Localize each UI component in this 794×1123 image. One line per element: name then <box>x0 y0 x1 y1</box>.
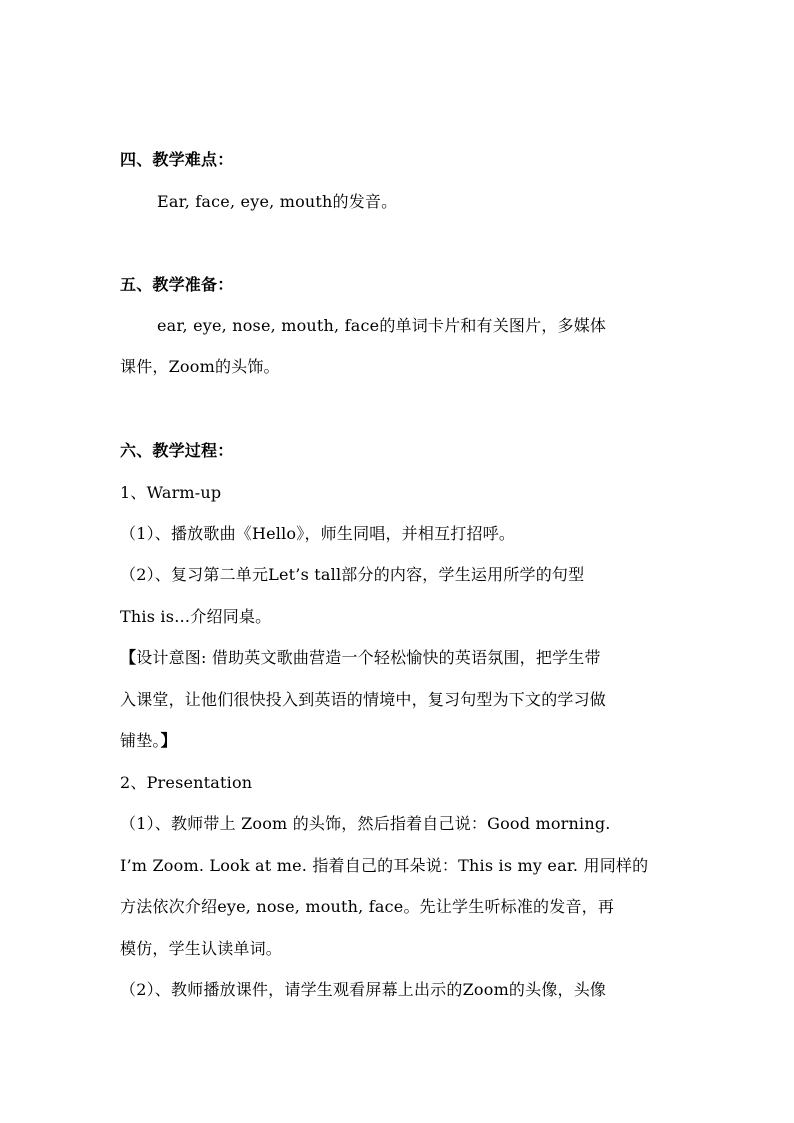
section-6-heading: 六、教学过程： <box>120 441 234 460</box>
warmup-step-2-line-2: This is…介绍同桌。 <box>120 607 272 626</box>
presentation-step-1-line-2: I’m Zoom. Look at me. 指着自己的耳朵说：This is my ear. 用同样的 <box>120 856 649 875</box>
section-4-heading: 四、教学难点： <box>120 150 234 169</box>
section-5-heading: 五、教学准备： <box>120 275 234 294</box>
warmup-title: 1、Warm-up <box>120 483 222 502</box>
section-5-text-line-1: ear, eye, nose, mouth, face的单词卡片和有关图片，多媒体 <box>157 316 607 335</box>
design-intent-open-bracket: 【 <box>120 648 137 667</box>
presentation-step-1-line-1: （1）、教师带上 Zoom 的头饰，然后指着自己说：Good morning. <box>120 814 611 833</box>
presentation-step-1-line-3: 方法依次介绍eye, nose, mouth, face。先让学生听标准的发音，再 <box>120 897 615 916</box>
design-intent-text-1: 设计意图: 借助英文歌曲营造一个轻松愉快的英语氛围，把学生带 <box>136 648 601 667</box>
warmup-step-2-line-1: （2）、复习第二单元Let’s tall部分的内容，学生运用所学的句型 <box>120 565 585 584</box>
presentation-title: 2、Presentation <box>120 773 253 792</box>
presentation-step-2-line-1: （2）、教师播放课件，请学生观看屏幕上出示的Zoom的头像，头像 <box>120 980 607 999</box>
design-intent-text-3: 铺垫。 <box>120 731 161 750</box>
design-intent-close-bracket: 】 <box>160 731 177 750</box>
warmup-step-1: （1）、播放歌曲《Hello》，师生同唱，并相互打招呼。 <box>120 524 516 543</box>
section-4-text: Ear, face, eye, mouth的发音。 <box>157 192 398 211</box>
presentation-step-1-line-4: 模仿，学生认读单词。 <box>120 939 283 958</box>
design-intent-line-3 <box>120 731 680 751</box>
design-intent-line-2: 入课堂，让他们很快投入到英语的情境中，复习句型为下文的学习做 <box>120 690 607 709</box>
section-5-text-line-2: 课件，Zoom的头饰。 <box>120 357 280 376</box>
design-intent-line-1 <box>120 648 680 668</box>
